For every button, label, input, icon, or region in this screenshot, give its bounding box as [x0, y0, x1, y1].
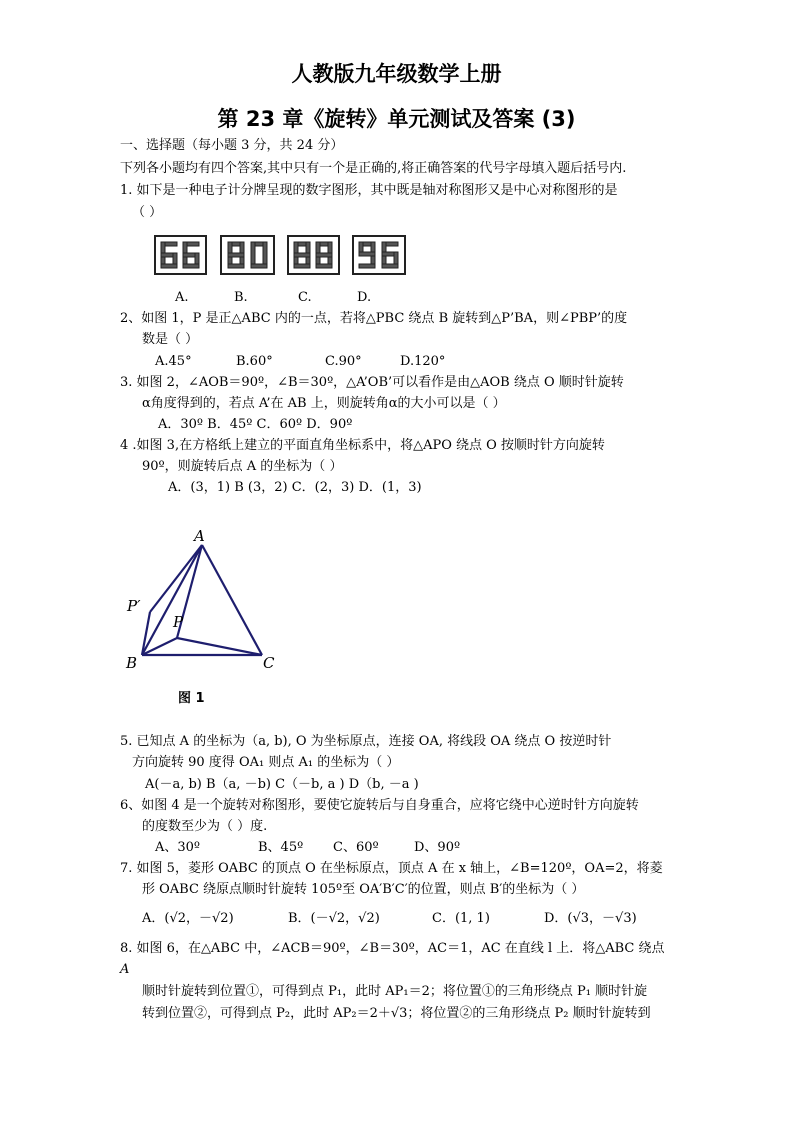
digit-figure-c — [287, 235, 340, 275]
question-1-stem: 1. 如下是一种电子计分牌呈现的数字图形，其中既是轴对称图形又是中心对称图形的是 — [120, 183, 618, 198]
question-2-stem-cont: 数是（ ） — [142, 332, 199, 347]
triangle-figure-icon — [120, 525, 290, 675]
label-p-prime: P′ — [127, 597, 141, 615]
question-8-stem: 8. 如图 6，在△ABC 中，∠ACB＝90º，∠B＝30º，AC＝1，AC 在直线 l 上．将△ABC 绕点 — [120, 941, 665, 956]
q7-option-d: D．(√3，－√3) — [544, 911, 637, 926]
q6-option-d: D、90º — [414, 840, 461, 855]
q1-option-a: A. — [175, 290, 189, 305]
q7-option-a: A．(√2，－√2) — [142, 911, 234, 926]
question-4-stem: 4 .如图 3,在方格纸上建立的平面直角坐标系中，将△APO 绕点 O 按顺时针方向旋转 — [120, 438, 605, 453]
q6-option-b: B、45º — [258, 840, 304, 855]
question-7-stem: 7. 如图 5，菱形 OABC 的顶点 O 在坐标原点，顶点 A 在 x 轴上，∠B=120º，OA=2，将菱 — [120, 861, 663, 876]
figure-1 — [120, 525, 290, 715]
digit-96-icon — [354, 237, 404, 273]
figure-1-caption: 图 1 — [178, 691, 205, 706]
question-4-stem-cont: 90º，则旋转后点 A 的坐标为（ ） — [142, 459, 343, 474]
q1-option-b: B. — [234, 290, 248, 305]
question-8-line-2: 顺时针旋转到位置①，可得到点 P₁，此时 AP₁＝2；将位置①的三角形绕点 P₁ 顺时针旋 — [142, 984, 648, 999]
q5-options: A(－a, b) B（a, －b) C（－b, a ) D（b, －a ) — [145, 777, 419, 792]
question-6-stem: 6、如图 4 是一个旋转对称图形，要使它旋转后与自身重合，应将它绕中心逆时针方向旋转 — [120, 798, 639, 813]
digit-66-icon — [156, 237, 205, 273]
question-5-stem: 5. 已知点 A 的坐标为（a, b), O 为坐标原点，连接 OA, 将线段 OA 绕点 O 按逆时针 — [120, 734, 612, 749]
digit-88-icon — [289, 237, 338, 273]
question-8-stem-cont: A — [120, 962, 130, 977]
question-3-stem-cont: α角度得到的，若点 A’在 AB 上，则旋转角α的大小可以是（ ） — [142, 396, 506, 411]
q7-option-c: C．(1, 1) — [432, 911, 490, 926]
label-b: B — [126, 654, 138, 672]
question-6-stem-cont: 的度数至少为（ ）度. — [142, 819, 268, 834]
section-heading: 一、选择题（每小题 3 分，共 24 分） — [120, 138, 344, 153]
q7-option-b: B．(－√2，√2) — [288, 911, 380, 926]
q1-option-d: D. — [357, 290, 372, 305]
q2-option-c: C.90° — [325, 354, 362, 369]
digit-figure-b — [220, 235, 275, 275]
digit-figure-d — [352, 235, 406, 275]
q1-option-c: C. — [298, 290, 312, 305]
digit-80-icon — [222, 237, 273, 273]
question-2-stem: 2、如图 1，P 是正△ABC 内的一点，若将△PBC 绕点 B 旋转到△P’BA，则∠PBP’的度 — [120, 311, 628, 326]
question-1-paren: （ ） — [132, 205, 163, 220]
document-subtitle: 第 23 章《旋转》单元测试及答案 (3) — [217, 107, 576, 131]
label-a: A — [194, 527, 205, 545]
q2-option-a: A.45° — [155, 354, 192, 369]
instruction-text: 下列各小题均有四个答案,其中只有一个是正确的,将正确答案的代号字母填入题后括号内. — [120, 161, 627, 176]
q4-options: A．(3，1) B (3，2) C．(2，3) D．(1，3) — [168, 480, 422, 495]
label-p: P — [173, 613, 184, 631]
label-c: C — [263, 654, 275, 672]
q2-option-d: D.120° — [400, 354, 446, 369]
question-5-stem-cont: 方向旋转 90 度得 OA₁ 则点 A₁ 的坐标为（ ） — [132, 755, 400, 770]
q6-option-c: C、60º — [333, 840, 379, 855]
question-8-line-3: 转到位置②，可得到点 P₂，此时 AP₂＝2＋√3；将位置②的三角形绕点 P₂ 顺时针旋转到 — [142, 1006, 651, 1021]
question-3-stem: 3. 如图 2，∠AOB＝90º，∠B＝30º，△A’OB’可以看作是由△AOB 绕点 O 顺时针旋转 — [120, 375, 624, 390]
q6-option-a: A、30º — [155, 840, 201, 855]
q3-options: A．30º B．45º C．60º D．90º — [158, 417, 353, 432]
question-7-stem-cont: 形 OABC 绕原点顺时针旋转 105º至 OA′B′C′的位置，则点 B′的坐标为（ ） — [142, 882, 585, 897]
digit-figure-a — [154, 235, 207, 275]
document-title: 人教版九年级数学上册 — [291, 62, 502, 86]
q2-option-b: B.60° — [236, 354, 273, 369]
